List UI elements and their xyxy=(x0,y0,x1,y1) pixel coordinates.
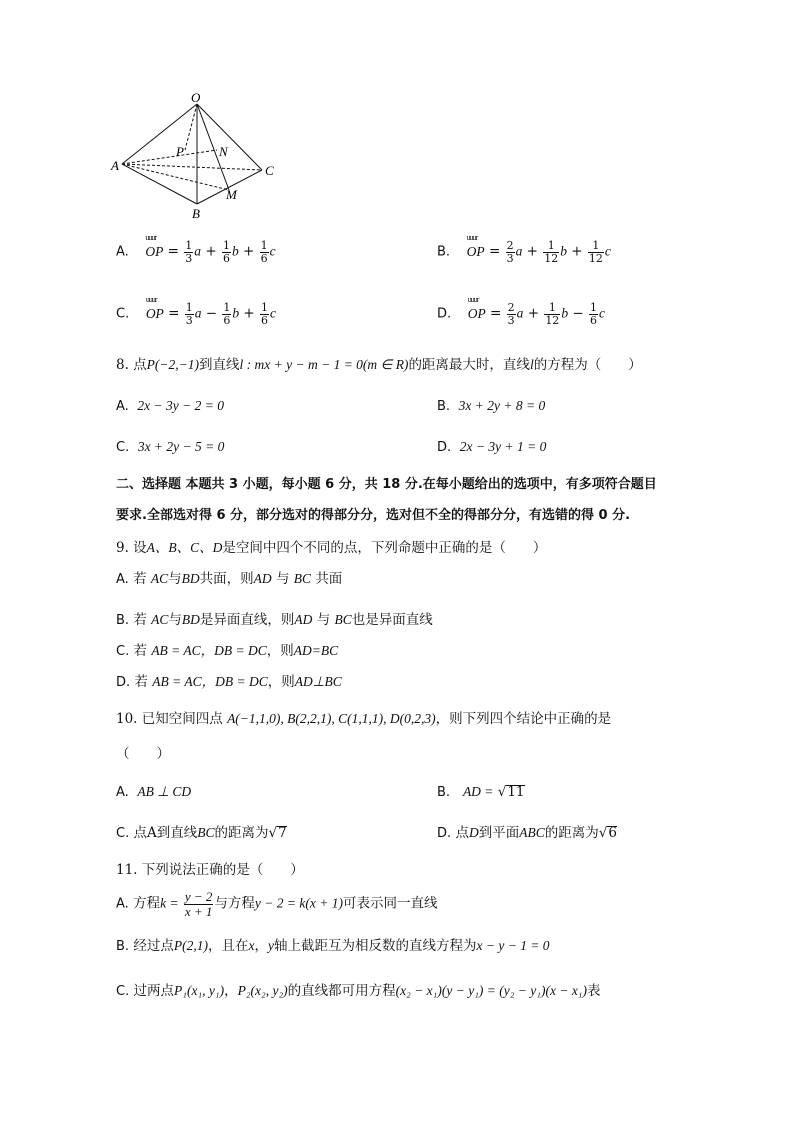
edge-OC xyxy=(197,104,262,170)
q8-option-d[interactable]: D. 2x − 3y + 1 = 0 xyxy=(437,439,547,455)
q8-option-b[interactable]: B. 3x + 2y + 8 = 0 xyxy=(437,398,546,414)
label-P: P xyxy=(176,144,184,159)
q11-option-c[interactable]: C. 过两点P₁(x₁, y₁)，P₂(x₂, y₂)的直线都可用方程(x₂ − x₁)(y − y₁) = (y₂ − y₁)(x − x₁)表 xyxy=(116,983,601,999)
q7-option-b[interactable]: B. uuur OP = $\frac{2}{3}$ a + $\frac{1}{12}$ b + $\frac{1}{12}$ c xyxy=(437,232,611,265)
q9-option-d[interactable]: D. 若 AB = AC，DB = DC，则AD⊥BC xyxy=(116,674,342,690)
edge-OA xyxy=(122,104,197,164)
fraction: $\frac{1}{12}$ xyxy=(544,239,559,265)
q8-stem: 8. 点P(−2,−1)到直线l : mx + y − m − 1 = 0(m ∈ R)的距离最大时，直线l的方程为（ ） xyxy=(116,357,642,373)
option-label: B. xyxy=(437,244,451,260)
fraction: $\frac{1}{12}$ xyxy=(545,301,560,327)
q9-option-a[interactable]: A. 若 AC与BD共面，则AD 与 BC 共面 xyxy=(116,571,343,587)
q7-option-a[interactable]: A. uuur OP = $\frac{1}{3}$ a + $\frac{1}{6}$ b + $\frac{1}{6}$ c xyxy=(116,232,276,265)
q10-option-c[interactable]: C. 点A到直线BC的距离为√7 xyxy=(116,825,287,841)
vector-OP: uuur OP xyxy=(145,294,164,321)
q8-option-a[interactable]: A. 2x − 3y − 2 = 0 xyxy=(116,398,224,414)
q9-stem: 9. 设A、B、C、D是空间中四个不同的点，下列命题中正确的是（ ） xyxy=(116,540,547,556)
q10-option-d[interactable]: D. 点D到平面ABC的距离为√6 xyxy=(437,825,617,841)
edge-AB xyxy=(122,164,197,204)
label-A: A xyxy=(111,158,119,173)
fraction: $\frac{1}{3}$ xyxy=(185,239,193,265)
segment-OP-dashed xyxy=(185,104,197,150)
q10-option-a[interactable]: A. AB ⊥ CD xyxy=(116,784,192,800)
q10-option-b[interactable]: B. AD = √11 xyxy=(437,784,525,800)
vector-OP: uuur OP xyxy=(466,232,485,259)
q9-option-c[interactable]: C. 若 AB = AC，DB = DC，则AD=BC xyxy=(116,643,339,659)
q9-option-b[interactable]: B. 若 AC与BD是异面直线，则AD 与 BC也是异面直线 xyxy=(116,612,433,628)
fraction: $\frac{1}{6}$ xyxy=(260,239,268,265)
fraction: $\frac{1}{6}$ xyxy=(223,301,231,327)
label-N: N xyxy=(219,144,228,159)
label-O: O xyxy=(191,90,201,105)
fraction: $\frac{2}{3}$ xyxy=(506,239,514,265)
q11-option-b[interactable]: B. 经过点P(2,1)，且在x，y轴上截距互为相反数的直线方程为x − y − 1 = 0 xyxy=(116,938,550,954)
q10-paren: （ ） xyxy=(116,746,170,762)
label-M: M xyxy=(226,187,237,202)
fraction: $\frac{1}{6}$ xyxy=(222,239,230,265)
option-label: A. xyxy=(116,244,129,260)
q8-option-c[interactable]: C. 3x + 2y − 5 = 0 xyxy=(116,439,225,455)
section-2-instructions-line1: 二、选择题 本题共 3 小题，每小题 6 分，共 18 分.在每小题给出的选项中，有多项符合题目 xyxy=(116,477,657,492)
fraction: $\frac{1}{6}$ xyxy=(261,301,269,327)
q11-stem: 11. 下列说法正确的是（ ） xyxy=(116,862,304,878)
fraction: $\frac{1}{6}$ xyxy=(589,301,597,327)
fraction: $\frac{y - 2}{x + 1}$ xyxy=(184,889,213,919)
q7-option-c[interactable]: C. uuur OP = $\frac{1}{3}$ a − $\frac{1}{6}$ b + $\frac{1}{6}$ c xyxy=(116,294,277,327)
fraction: $\frac{2}{3}$ xyxy=(507,301,515,327)
fraction: $\frac{1}{12}$ xyxy=(588,239,603,265)
vector-OP: uuur OP xyxy=(145,232,164,259)
vector-OP: uuur OP xyxy=(467,294,486,321)
label-B: B xyxy=(192,206,200,221)
fraction: $\frac{1}{3}$ xyxy=(185,301,193,327)
option-label: C. xyxy=(116,306,130,322)
tetrahedron-figure xyxy=(105,88,295,228)
q11-option-a[interactable]: A. 方程k = $\frac{y - 2}{x + 1}$ 与方程y − 2 = k(x + 1)可表示同一直线 xyxy=(116,889,438,919)
section-2-instructions-line2: 要求.全部选对得 6 分，部分选对的得部分分，选对但不全的得部分分，有选错的得 0 分. xyxy=(116,508,631,523)
label-C: C xyxy=(265,163,274,178)
option-label: D. xyxy=(437,306,452,322)
q10-stem: 10. 已知空间四点 A(−1,1,0), B(2,2,1), C(1,1,1), D(0,2,3)，则下列四个结论中正确的是 xyxy=(116,711,612,727)
q7-option-d[interactable]: D. uuur OP = $\frac{2}{3}$ a + $\frac{1}{12}$ b − $\frac{1}{6}$ c xyxy=(437,294,605,327)
